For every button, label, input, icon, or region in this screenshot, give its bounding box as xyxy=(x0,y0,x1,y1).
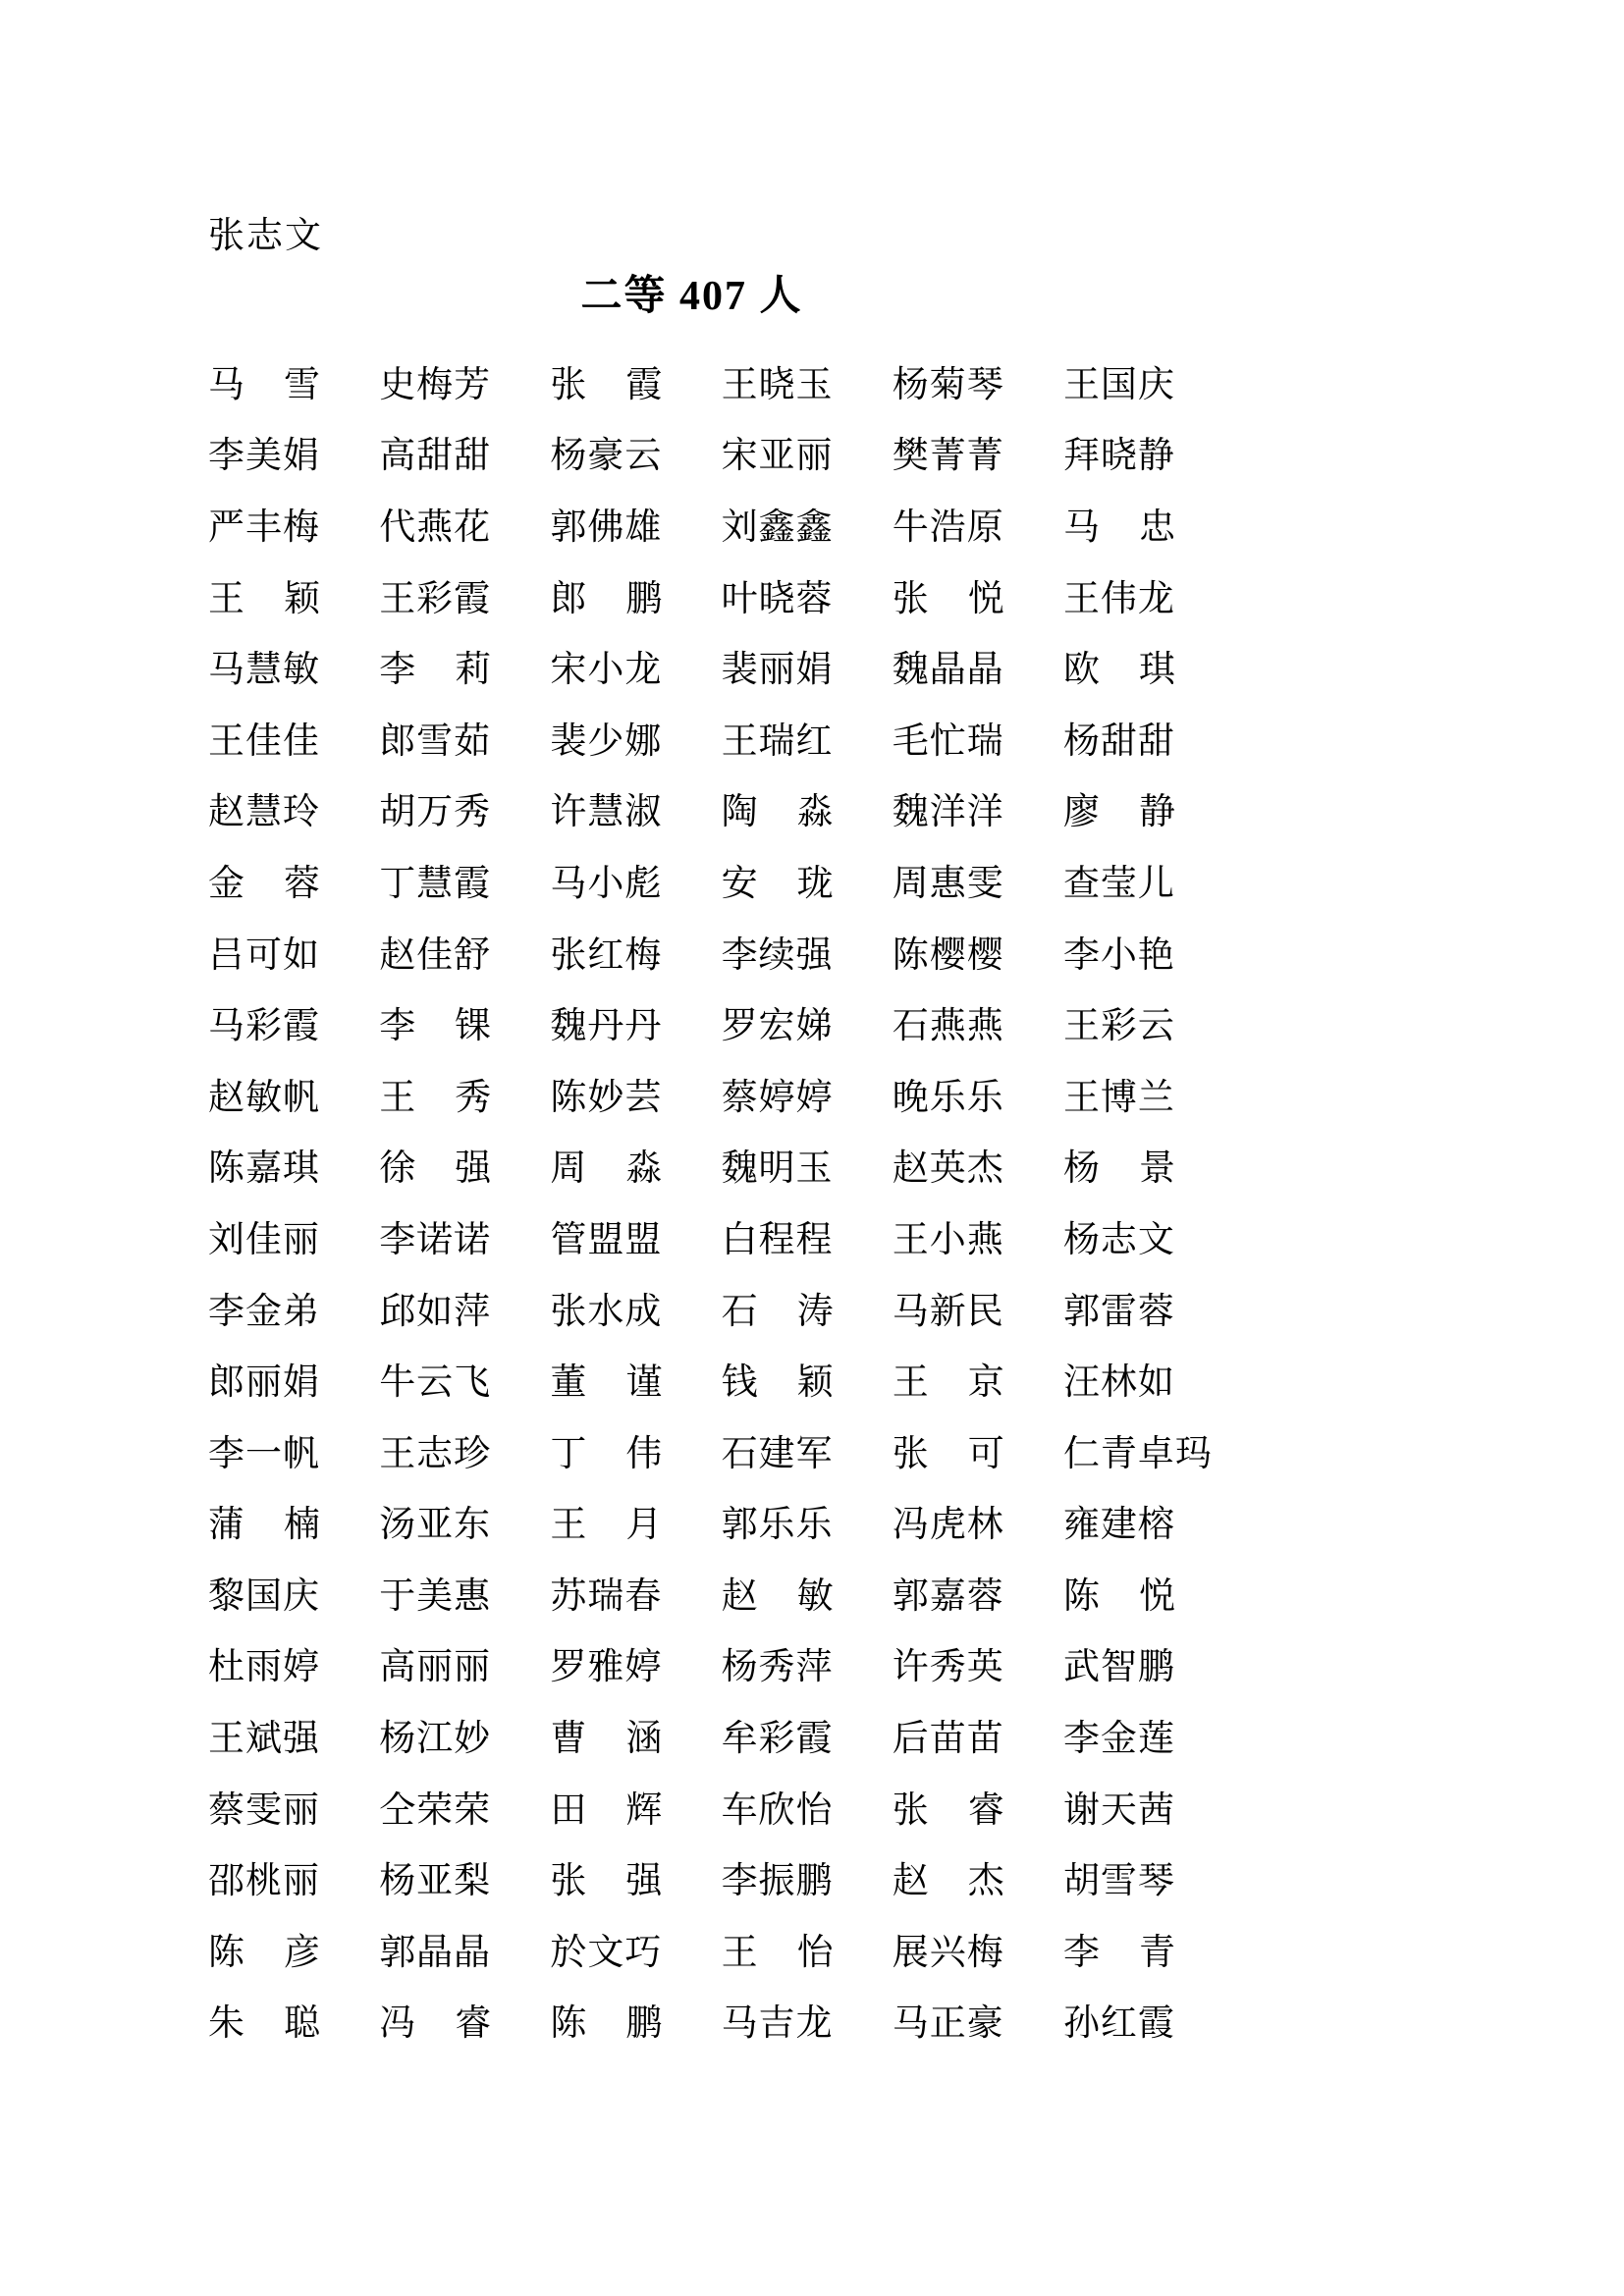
person-name-char: 朱 xyxy=(208,2003,244,2045)
person-name: 王彩云 xyxy=(1062,1006,1175,1047)
person-name: 宋亚丽 xyxy=(721,436,834,477)
person-name: 王彩霞 xyxy=(379,578,492,619)
person-name: 王瑞红 xyxy=(721,721,834,762)
person-name xyxy=(379,1148,492,1190)
person-name xyxy=(550,2003,663,2045)
person-name: 严丰梅 xyxy=(208,507,320,548)
person-name: 晚乐乐 xyxy=(892,1077,1004,1118)
person-name: 冯虎林 xyxy=(892,1505,1004,1546)
person-name-char: 金 xyxy=(208,863,244,904)
person-name: 宋小龙 xyxy=(550,650,663,691)
person-name xyxy=(550,1433,663,1474)
person-name: 张水成 xyxy=(550,1291,663,1332)
person-name xyxy=(721,1362,834,1404)
person-name: 高甜甜 xyxy=(379,436,492,477)
person-name: 车欣怡 xyxy=(721,1789,834,1831)
person-name-char: 王 xyxy=(892,1362,929,1404)
person-name: 杨志文 xyxy=(1062,1219,1175,1260)
person-name-char: 张 xyxy=(892,1433,929,1474)
names-row xyxy=(208,848,1175,920)
person-name-char: 睿 xyxy=(967,1789,1004,1831)
person-name: 李一帆 xyxy=(208,1433,320,1474)
person-name: 管盟盟 xyxy=(550,1219,663,1260)
person-name xyxy=(721,1932,834,1973)
person-name-char: 王 xyxy=(379,1077,416,1118)
person-name: 白程程 xyxy=(721,1219,834,1260)
person-name-char: 赵 xyxy=(892,1861,929,1902)
person-name xyxy=(550,1505,663,1546)
person-name-char: 杰 xyxy=(967,1861,1004,1902)
person-name: 李小艳 xyxy=(1062,934,1175,976)
person-name-char: 辉 xyxy=(625,1789,663,1831)
person-name-char: 楠 xyxy=(284,1505,320,1546)
person-name: 刘佳丽 xyxy=(208,1219,320,1260)
person-name-char: 颖 xyxy=(284,578,320,619)
person-name-char: 曹 xyxy=(550,1719,587,1760)
person-name: 蔡婷婷 xyxy=(721,1077,834,1118)
person-name: 叶晓蓉 xyxy=(721,578,834,619)
person-name-char: 雪 xyxy=(284,364,320,405)
person-name-char: 赵 xyxy=(721,1575,758,1617)
person-name: 赵慧玲 xyxy=(208,792,320,833)
person-name: 魏丹丹 xyxy=(550,1006,663,1047)
person-name-char: 淼 xyxy=(625,1148,663,1190)
person-name: 蔡雯丽 xyxy=(208,1789,320,1831)
person-name: 魏明玉 xyxy=(721,1148,834,1190)
person-name: 李诺诺 xyxy=(379,1219,492,1260)
person-name-char: 霞 xyxy=(625,364,663,405)
person-name-char: 田 xyxy=(550,1789,587,1831)
person-name xyxy=(721,1291,834,1332)
person-name: 裴丽娟 xyxy=(721,650,834,691)
person-name: 高丽丽 xyxy=(379,1647,492,1688)
names-row xyxy=(208,990,1175,1062)
person-name: 杨豪云 xyxy=(550,436,663,477)
person-name-char: 马 xyxy=(208,364,244,405)
person-name: 罗宏娣 xyxy=(721,1006,834,1047)
person-name: 陈妙芸 xyxy=(550,1077,663,1118)
person-name-char: 冯 xyxy=(379,2003,416,2045)
section-title: 二等 407 人 xyxy=(580,274,803,319)
person-name xyxy=(550,578,663,619)
names-row xyxy=(208,1204,1175,1276)
person-name-char: 张 xyxy=(550,1861,587,1902)
person-name-char: 忠 xyxy=(1138,507,1175,548)
person-name-char: 石 xyxy=(721,1291,758,1332)
names-row xyxy=(208,1917,1175,1989)
person-name: 马正豪 xyxy=(892,2003,1004,2045)
person-name: 王小燕 xyxy=(892,1219,1004,1260)
person-name-char: 莉 xyxy=(455,650,492,691)
person-name-char: 郎 xyxy=(550,578,587,619)
person-name: 于美惠 xyxy=(379,1575,492,1617)
person-name-char: 李 xyxy=(379,650,416,691)
names-row xyxy=(208,1845,1175,1917)
person-name: 杨江妙 xyxy=(379,1719,492,1760)
person-name-char: 涵 xyxy=(625,1719,663,1760)
person-name-char: 李 xyxy=(1062,1932,1100,1973)
person-name: 王晓玉 xyxy=(721,364,834,405)
person-name xyxy=(892,1861,1004,1902)
person-name: 展兴梅 xyxy=(892,1932,1004,1973)
person-name xyxy=(550,1861,663,1902)
person-name-char: 杨 xyxy=(1062,1148,1100,1190)
person-name-char: 彦 xyxy=(284,1932,320,1973)
person-name: 石燕燕 xyxy=(892,1006,1004,1047)
person-name-char: 张 xyxy=(892,578,929,619)
names-row xyxy=(208,777,1175,849)
person-name: 毛忙瑞 xyxy=(892,721,1004,762)
names-row xyxy=(208,706,1175,777)
person-name: 牛云飞 xyxy=(379,1362,492,1404)
person-name: 王佳佳 xyxy=(208,721,320,762)
person-name xyxy=(379,650,492,691)
person-name: 汤亚东 xyxy=(379,1505,492,1546)
person-name xyxy=(1062,1932,1175,1973)
person-name: 郭佛雄 xyxy=(550,507,663,548)
person-name: 王国庆 xyxy=(1062,364,1175,405)
person-name xyxy=(1062,792,1175,833)
person-name: 杨亚梨 xyxy=(379,1861,492,1902)
person-name-char: 张 xyxy=(550,364,587,405)
person-name-char: 欧 xyxy=(1062,650,1100,691)
person-name xyxy=(208,863,320,904)
person-name-char: 董 xyxy=(550,1362,587,1404)
person-name: 代燕花 xyxy=(379,507,492,548)
person-name-char: 王 xyxy=(550,1505,587,1546)
person-name: 马彩霞 xyxy=(208,1006,320,1047)
person-name: 马新民 xyxy=(892,1291,1004,1332)
person-name: 王志珍 xyxy=(379,1433,492,1474)
person-name: 李续强 xyxy=(721,934,834,976)
person-name-char: 青 xyxy=(1138,1932,1175,1973)
person-name xyxy=(208,364,320,405)
person-name: 郭晶晶 xyxy=(379,1932,492,1973)
person-name-char: 淼 xyxy=(796,792,834,833)
person-name xyxy=(721,863,834,904)
person-name: 郭乐乐 xyxy=(721,1505,834,1546)
person-name: 石建军 xyxy=(721,1433,834,1474)
person-name xyxy=(208,2003,320,2045)
person-name xyxy=(208,578,320,619)
person-name-char: 颖 xyxy=(796,1362,834,1404)
person-name: 马慧敏 xyxy=(208,650,320,691)
person-name-char: 王 xyxy=(721,1932,758,1973)
person-name: 李振鹏 xyxy=(721,1861,834,1902)
person-name-char: 秀 xyxy=(455,1077,492,1118)
person-name-char: 蓉 xyxy=(284,863,320,904)
person-name-char: 聪 xyxy=(284,2003,320,2045)
person-name: 张红梅 xyxy=(550,934,663,976)
person-name: 王博兰 xyxy=(1062,1077,1175,1118)
names-row xyxy=(208,1347,1175,1418)
person-name: 黎国庆 xyxy=(208,1575,320,1617)
names-row xyxy=(208,1276,1175,1348)
person-name: 后苗苗 xyxy=(892,1719,1004,1760)
person-name: 罗雅婷 xyxy=(550,1647,663,1688)
names-row xyxy=(208,1775,1175,1846)
person-name: 史梅芳 xyxy=(379,364,492,405)
person-name: 赵佳舒 xyxy=(379,934,492,976)
person-name: 马小彪 xyxy=(550,863,663,904)
person-name-char: 谨 xyxy=(625,1362,663,1404)
names-row xyxy=(208,1490,1175,1562)
person-name-char: 珑 xyxy=(796,863,834,904)
person-name: 丁慧霞 xyxy=(379,863,492,904)
names-row xyxy=(208,563,1175,635)
person-name-char: 涛 xyxy=(796,1291,834,1332)
person-name: 胡雪琴 xyxy=(1062,1861,1175,1902)
person-name xyxy=(892,1789,1004,1831)
person-name-char: 鹏 xyxy=(625,2003,663,2045)
person-name-char: 悦 xyxy=(967,578,1004,619)
person-name-char: 蒲 xyxy=(208,1505,244,1546)
names-row xyxy=(208,421,1175,493)
person-name: 李美娟 xyxy=(208,436,320,477)
names-row xyxy=(208,634,1175,706)
person-name-char: 鹏 xyxy=(625,578,663,619)
person-name-char: 陶 xyxy=(721,792,758,833)
person-name xyxy=(550,1719,663,1760)
person-name-char: 伟 xyxy=(625,1433,663,1474)
person-name-char: 周 xyxy=(550,1148,587,1190)
names-row xyxy=(208,1632,1175,1704)
person-name-char: 丁 xyxy=(550,1433,587,1474)
names-row xyxy=(208,1062,1175,1134)
names-row xyxy=(208,1989,1175,2060)
person-name-char: 安 xyxy=(721,863,758,904)
person-name-char: 月 xyxy=(625,1505,663,1546)
person-name: 邵桃丽 xyxy=(208,1861,320,1902)
person-name: 牛浩原 xyxy=(892,507,1004,548)
person-name xyxy=(550,1789,663,1831)
person-name: 牟彩霞 xyxy=(721,1719,834,1760)
person-name xyxy=(1063,509,1175,546)
person-name-char: 钱 xyxy=(721,1362,758,1404)
person-name xyxy=(721,792,834,833)
person-name-char: 敏 xyxy=(796,1575,834,1617)
person-name: 郎丽娟 xyxy=(208,1362,320,1404)
names-list xyxy=(208,349,1213,2059)
person-name-char: 李 xyxy=(379,1006,416,1047)
person-name-char: 可 xyxy=(967,1433,1004,1474)
person-name xyxy=(892,1433,1004,1474)
person-name-char: 怡 xyxy=(796,1932,834,1973)
person-name-char: 悦 xyxy=(1138,1575,1175,1617)
person-name: 李金莲 xyxy=(1062,1719,1175,1760)
person-name xyxy=(379,1006,492,1047)
names-row xyxy=(208,920,1175,991)
person-name: 魏晶晶 xyxy=(892,650,1004,691)
person-name: 邱如萍 xyxy=(379,1291,492,1332)
person-name: 赵英杰 xyxy=(892,1148,1004,1190)
person-name xyxy=(1062,1575,1175,1617)
names-row xyxy=(208,349,1175,421)
person-name-char: 强 xyxy=(625,1861,663,1902)
person-name: 杜雨婷 xyxy=(208,1647,320,1688)
person-name: 樊菁菁 xyxy=(892,436,1004,477)
person-name: 郎雪茹 xyxy=(379,721,492,762)
person-name: 仝荣荣 xyxy=(379,1789,492,1831)
person-name-char: 琪 xyxy=(1138,650,1175,691)
names-row xyxy=(208,1134,1175,1205)
person-name: 陈嘉琪 xyxy=(208,1148,320,1190)
person-name-char: 张 xyxy=(892,1789,929,1831)
person-name: 於文巧 xyxy=(550,1932,663,1973)
names-row xyxy=(208,1418,1213,1490)
person-name-char: 景 xyxy=(1138,1148,1175,1190)
person-name-char: 廖 xyxy=(1062,792,1100,833)
names-row xyxy=(208,492,1175,563)
person-name: 苏瑞春 xyxy=(550,1575,663,1617)
person-name: 武智鹏 xyxy=(1062,1647,1175,1688)
person-name: 谢天茜 xyxy=(1062,1789,1175,1831)
person-name: 拜晓静 xyxy=(1062,436,1175,477)
person-name xyxy=(550,1362,663,1404)
person-name: 马吉龙 xyxy=(721,2003,834,2045)
person-name xyxy=(721,1575,834,1617)
person-name xyxy=(892,578,1004,619)
person-name-char: 睿 xyxy=(455,2003,492,2045)
person-name: 陈樱樱 xyxy=(892,934,1004,976)
names-row xyxy=(208,1703,1175,1775)
person-name xyxy=(1062,1148,1175,1190)
person-name: 刘鑫鑫 xyxy=(721,507,834,548)
person-name: 魏洋洋 xyxy=(892,792,1004,833)
person-name: 王伟龙 xyxy=(1062,578,1175,619)
person-name-char: 马 xyxy=(1062,507,1100,548)
person-name: 吕可如 xyxy=(208,934,320,976)
person-name: 杨秀萍 xyxy=(721,1647,834,1688)
person-name-char: 陈 xyxy=(550,2003,587,2045)
person-name: 杨甜甜 xyxy=(1062,721,1175,762)
person-name: 孙红霞 xyxy=(1062,2003,1175,2045)
person-name xyxy=(550,364,663,405)
person-name xyxy=(208,1932,320,1973)
person-name: 许秀英 xyxy=(892,1647,1004,1688)
person-name-char: 陈 xyxy=(1062,1575,1100,1617)
person-name: 查莹儿 xyxy=(1062,863,1175,904)
person-name: 郭雷蓉 xyxy=(1062,1291,1175,1332)
person-name: 王斌强 xyxy=(208,1719,320,1760)
person-name-char: 强 xyxy=(455,1148,492,1190)
person-name xyxy=(1062,650,1175,691)
author-name: 张志文 xyxy=(208,216,323,256)
person-name-char: 锞 xyxy=(455,1006,492,1047)
person-name: 汪林如 xyxy=(1062,1362,1175,1404)
person-name: 胡万秀 xyxy=(379,792,492,833)
person-name: 李金弟 xyxy=(208,1291,320,1332)
person-name-char: 徐 xyxy=(379,1148,416,1190)
person-name xyxy=(379,1077,492,1118)
person-name xyxy=(208,1505,320,1546)
person-name: 裴少娜 xyxy=(550,721,663,762)
person-name-char: 京 xyxy=(967,1362,1004,1404)
person-name: 杨菊琴 xyxy=(892,364,1004,405)
person-name-char: 陈 xyxy=(208,1932,244,1973)
person-name: 周惠雯 xyxy=(892,863,1004,904)
person-name-char: 静 xyxy=(1138,792,1175,833)
person-name xyxy=(550,1148,663,1190)
person-name: 许慧淑 xyxy=(550,792,663,833)
person-name-char: 王 xyxy=(208,578,244,619)
names-row xyxy=(208,1561,1175,1632)
person-name xyxy=(379,2003,492,2045)
person-name: 雍建榕 xyxy=(1062,1505,1175,1546)
person-name: 赵敏帆 xyxy=(208,1077,320,1118)
person-name: 仁青卓玛 xyxy=(1062,1433,1213,1474)
person-name: 郭嘉蓉 xyxy=(892,1575,1004,1617)
person-name xyxy=(892,1362,1004,1404)
